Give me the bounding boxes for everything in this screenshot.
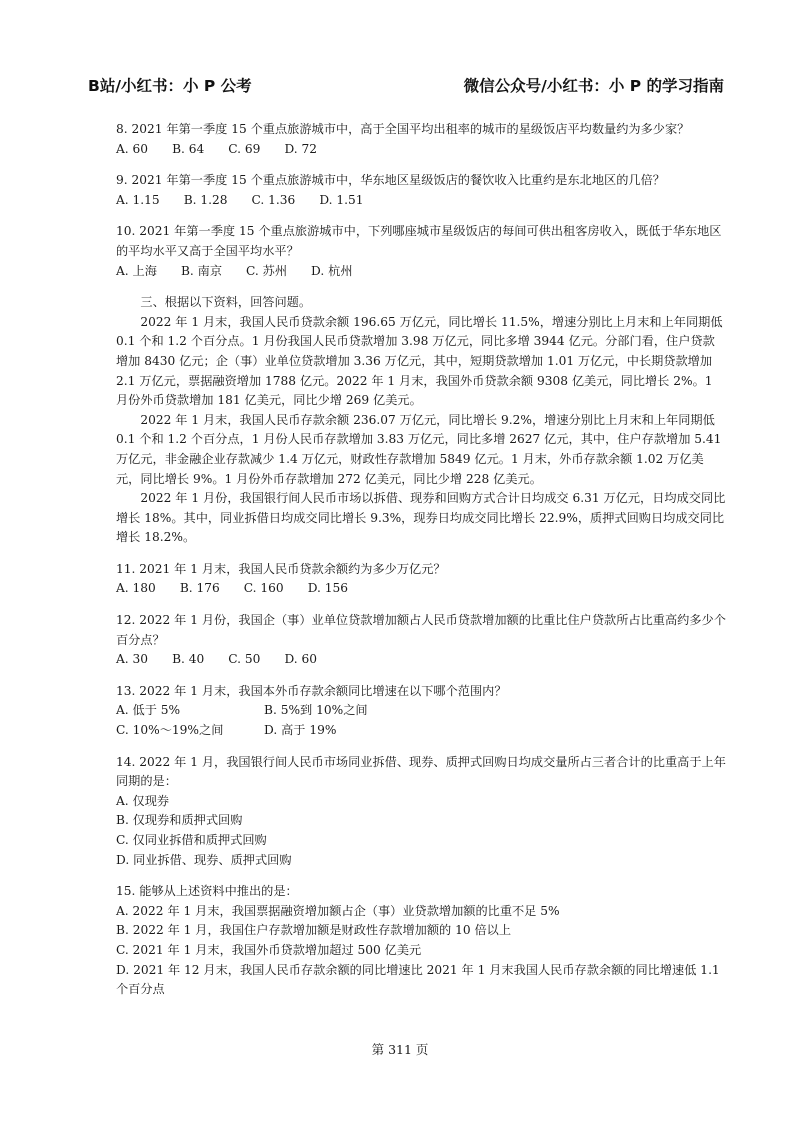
option: B. 1.28 [183, 192, 228, 207]
option: D. 2021 年 12 月末，我国人民币存款余额的同比增速比 2021 年 1 月末我国人民币存款余额的同比增速低 1.1 个百分点 [116, 962, 720, 997]
question-11-stem: 11. 2021 年 1 月末，我国人民币贷款余额约为多少万亿元？ [116, 561, 446, 576]
option: A. 60 [116, 141, 149, 156]
option: D. 杭州 [311, 263, 353, 278]
option: C. 1.36 [251, 192, 296, 207]
question-9-stem: 9. 2021 年第一季度 15 个重点旅游城市中，华东地区星级饭店的餐饮收入比重约是东北地区的几倍？ [116, 173, 665, 188]
material-paragraph-2: 2022 年 1 月末，我国人民币存款余额 236.07 万亿元，同比增长 9.2%，增速分别比上月末和上年同期低 0.1 个和 1.2 个百分点，1 月份人民币存款增加 3.83 万亿元，同比多增 2627 亿元，其中，住户存款增加 5.41 万亿元，非金融企业存款减少 1.4 万亿元，财政性存款增加 5849 亿元。1 月末，外币存款余额 1.02 万亿美元，同比增长 9%。1 月份外币存款增加 272 亿美元，同比少增 228 亿美元。 [116, 412, 722, 486]
option: C. 2021 年 1 月末，我国外币贷款增加超过 500 亿美元 [116, 942, 422, 957]
option: A. 上海 [116, 263, 157, 278]
option: B. 2022 年 1 月，我国住户存款增加额是财政性存款增加额的 10 倍以上 [116, 923, 512, 938]
question-8-stem: 8. 2021 年第一季度 15 个重点旅游城市中，高于全国平均出租率的城市的星级饭店平均数量约为多少家？ [116, 122, 690, 136]
question-10-stem: 10. 2021 年第一季度 15 个重点旅游城市中，下列哪座城市星级饭店的每间可供出租客房收入，既低于华东地区的平均水平又高于全国平均水平？ [116, 224, 722, 258]
question-12-options [116, 650, 726, 670]
option: A. 1.15 [116, 192, 160, 207]
option: B. 64 [172, 141, 205, 156]
question-9-options [116, 191, 726, 211]
question-13-options [116, 701, 726, 740]
option: B. 40 [172, 652, 205, 667]
question-8-options [116, 140, 726, 160]
option: C. 苏州 [246, 263, 288, 278]
question-10-options [116, 262, 726, 282]
option: D. 156 [307, 581, 349, 596]
option: C. 仅同业拆借和质押式回购 [116, 833, 267, 847]
option: D. 同业拆借、现券、质押式回购 [116, 852, 292, 867]
option: B. 176 [179, 581, 220, 596]
option: D. 60 [284, 652, 318, 667]
option: B. 5%到 10%之间 [264, 703, 368, 718]
option: B. 仅现券和质押式回购 [116, 813, 243, 828]
option: B. 南京 [180, 263, 223, 278]
question-15-stem: 15. 能够从上述资料中推出的是： [116, 884, 298, 899]
header-left: B站/小红书：小 P 公考 [88, 77, 252, 95]
section-3-title: 三、根据以下资料，回答问题。 [140, 295, 312, 310]
option: C. 50 [228, 652, 261, 667]
option: D. 1.51 [319, 192, 364, 207]
page-content [116, 120, 726, 1000]
option: A. 30 [116, 652, 149, 667]
option: A. 仅现券 [116, 793, 170, 808]
material-paragraph-3: 2022 年 1 月份，我国银行间人民币市场以拆借、现券和回购方式合计日均成交 6.31 万亿元，日均成交同比增长 18%。其中，同业拆借日均成交同比增长 9.3%，现券日均成交同比增长 22.9%，质押式回购日均成交同比增长 18.2%。 [116, 491, 726, 545]
question-12-stem: 12. 2022 年 1 月份，我国企（事）业单位贷款增加额占人民币贷款增加额的比重比住户贷款所占比重高约多少个百分点？ [116, 613, 726, 647]
question-13-stem: 13. 2022 年 1 月末，我国本外币存款余额同比增速在以下哪个范围内？ [116, 683, 507, 698]
option: D. 72 [284, 141, 318, 156]
option: A. 2022 年 1 月末，我国票据融资增加额占企（事）业贷款增加额的比重不足 5% [116, 903, 560, 918]
material-paragraph-1: 2022 年 1 月末，我国人民币贷款余额 196.65 万亿元，同比增长 11.5%，增速分别比上月末和上年同期低 0.1 个和 1.2 个百分点。1 月份我国人民币贷款增加 3.98 万亿元，同比多增 3944 亿元。分部门看，住户贷款增加 8430 亿元；企（事）业单位贷款增加 3.36 万亿元，其中，短期贷款增加 1.01 万亿元，中长期贷款增加 2.1 万亿元，票据融资增加 1788 亿元。2022 年 1 月末，我国外币贷款余额 9308 亿美元，同比增长 2%。1 月份外币贷款增加 181 亿美元，同比少增 269 亿美元。 [116, 314, 723, 408]
option: C. 160 [243, 581, 284, 596]
option: C. 69 [228, 141, 261, 156]
option: C. 10%～19%之间 [116, 723, 224, 738]
question-14-stem: 14. 2022 年 1 月，我国银行间人民币市场同业拆借、现券、质押式回购日均成交量所占三者合计的比重高于上年同期的是： [116, 754, 726, 789]
question-11-options [116, 579, 726, 599]
header-right: 微信公众号/小红书：小 P 的学习指南 [463, 77, 724, 95]
page-number: 第 311 页 [371, 1042, 429, 1057]
option: A. 180 [116, 581, 156, 596]
option: D. 高于 19% [264, 723, 337, 738]
option: A. 低于 5% [116, 703, 181, 718]
